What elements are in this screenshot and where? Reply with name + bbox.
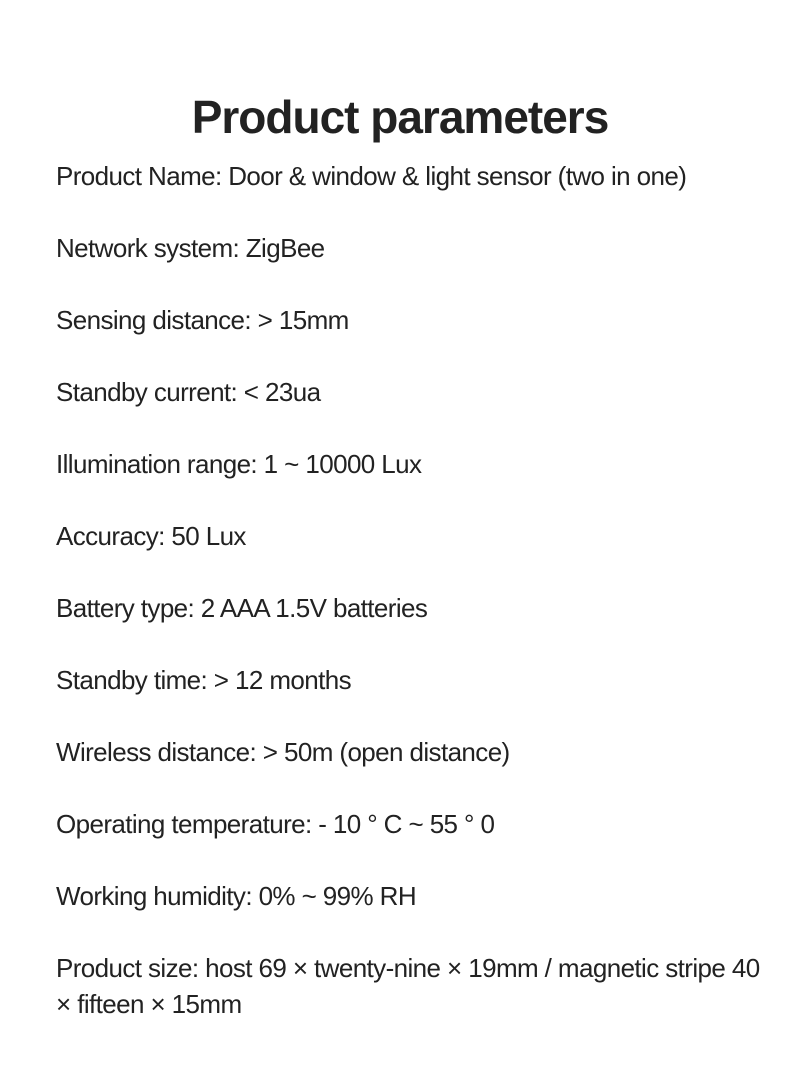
parameter-list bbox=[56, 158, 776, 1022]
param-product-size: Product size: host 69 × twenty-nine × 19mm / magnetic stripe 40 × fifteen × 15mm bbox=[56, 953, 760, 1019]
param-illumination-range: Illumination range: 1 ~ 10000 Lux bbox=[56, 449, 422, 479]
param-network-system: Network system: ZigBee bbox=[56, 233, 325, 263]
param-sensing-distance: Sensing distance: > 15mm bbox=[56, 305, 349, 335]
param-standby-time: Standby time: > 12 months bbox=[56, 665, 352, 695]
param-accuracy: Accuracy: 50 Lux bbox=[56, 521, 246, 551]
param-working-humidity: Working humidity: 0% ~ 99% RH bbox=[56, 881, 416, 911]
param-operating-temperature: Operating temperature: - 10 ° C ~ 55 ° 0 bbox=[56, 809, 495, 839]
param-standby-current: Standby current: < 23ua bbox=[56, 377, 321, 407]
param-battery-type: Battery type: 2 AAA 1.5V batteries bbox=[56, 593, 428, 623]
param-product-name: Product Name: Door & window & light sensor (two in one) bbox=[56, 161, 687, 191]
page-title: Product parameters bbox=[191, 90, 609, 143]
param-wireless-distance: Wireless distance: > 50m (open distance) bbox=[56, 737, 510, 767]
